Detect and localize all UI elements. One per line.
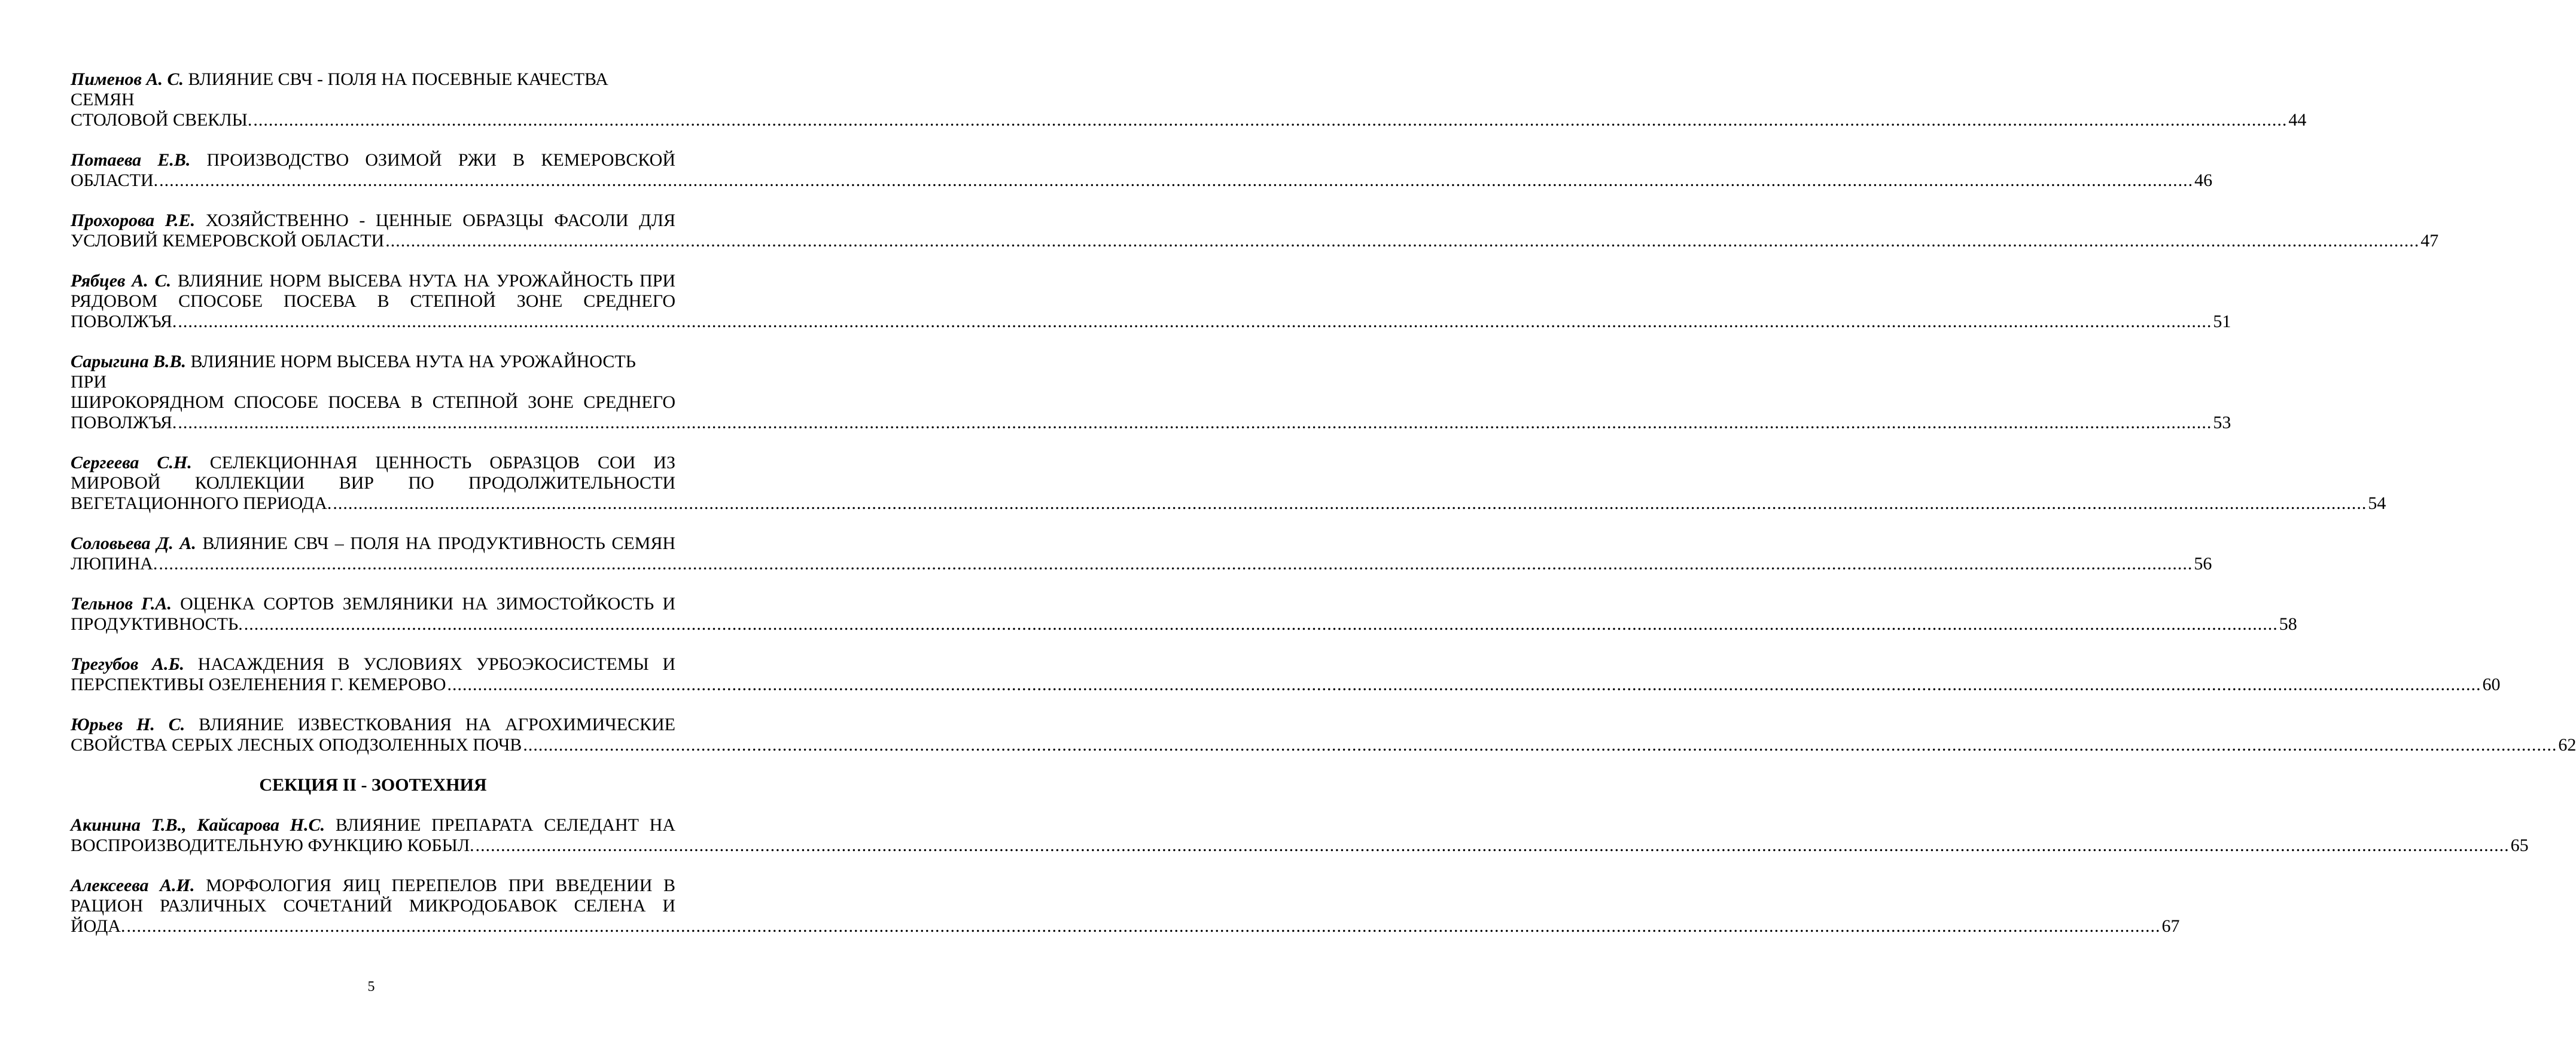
toc-entry-page: 58 <box>2279 614 2297 634</box>
toc-entry-author: Акинина Т.В., Кайсарова Н.С. <box>71 815 325 835</box>
page-number: 5 <box>367 979 375 995</box>
toc-entry-title-text: ОЦЕНКА СОРТОВ ЗЕМЛЯНИКИ НА ЗИМОСТОЙКОСТЬ И <box>180 594 675 614</box>
toc-entry-title-end: ПОВОЛЖЪЯ. <box>71 312 177 331</box>
dot-leader: ................................................................................................................................................................................................................................................................................................................................................................................................................ <box>333 493 2367 513</box>
toc-entry-line <box>71 291 675 312</box>
toc-entry-author: Сарыгина В.В. <box>71 352 186 371</box>
toc-entry-line <box>71 654 675 675</box>
toc-entry-page: 56 <box>2194 554 2212 574</box>
toc-entry-title-text: РАЦИОН РАЗЛИЧНЫХ СОЧЕТАНИЙ МИКРОДОБАВОК СЕЛЕНА И <box>71 896 675 916</box>
toc-entry-title-text: СЕЛЕКЦИОННАЯ ЦЕННОСТЬ ОБРАЗЦОВ СОИ ИЗ <box>209 453 676 472</box>
toc-entry-title-end: ЙОДА. <box>71 916 126 936</box>
toc-entry-title-end: ЛЮПИНА. <box>71 554 158 574</box>
toc-entry-line <box>71 453 675 473</box>
toc-entry[interactable] <box>71 211 2439 251</box>
toc-entry-author: Прохорова Р.Е. <box>71 211 196 230</box>
toc-entry-line <box>71 211 675 231</box>
toc-entry[interactable] <box>71 533 2212 574</box>
toc-entry-title-end: ПРОДУКТИВНОСТЬ. <box>71 614 243 634</box>
toc-entry[interactable] <box>71 715 2576 755</box>
toc-entry-page: 53 <box>2213 413 2231 432</box>
toc-entry-title-end: ПЕРСПЕКТИВЫ ОЗЕЛЕНЕНИЯ Г. КЕМЕРОВО <box>71 675 446 694</box>
toc-entry-last-line <box>71 231 2439 251</box>
toc-entry[interactable] <box>71 150 2213 191</box>
toc-entry-author: Соловьева Д. А. <box>71 533 196 553</box>
table-of-contents <box>71 69 2576 956</box>
toc-entry-title-text: ВЛИЯНИЕ ИЗВЕСТКОВАНИЯ НА АГРОХИМИЧЕСКИЕ <box>199 715 675 734</box>
dot-leader: ................................................................................................................................................................................................................................................................................................................................................................................................................ <box>385 231 2420 251</box>
toc-entry-line <box>71 715 675 735</box>
toc-entry[interactable] <box>71 352 2231 433</box>
toc-entry-title-end: ВОСПРОИЗВОДИТЕЛЬНУЮ ФУНКЦИЮ КОБЫЛ. <box>71 835 474 855</box>
dot-leader: ................................................................................................................................................................................................................................................................................................................................................................................................................ <box>159 554 2193 574</box>
toc-entry[interactable] <box>71 594 2297 635</box>
toc-entry-author: Рябцев А. С. <box>71 271 172 291</box>
toc-entry-title-end: ОБЛАСТИ. <box>71 170 159 190</box>
toc-entry-page: 67 <box>2161 916 2180 936</box>
toc-entry-title-text: НАСАЖДЕНИЯ В УСЛОВИЯХ УРБОЭКОСИСТЕМЫ И <box>197 654 675 674</box>
toc-entry-title-text: ВЛИЯНИЕ НОРМ ВЫСЕВА НУТА НА УРОЖАЙНОСТЬ ПРИ <box>71 352 636 392</box>
toc-entry-last-line <box>71 916 2180 937</box>
toc-entry[interactable] <box>71 69 2307 130</box>
toc-entry-title-text: МИРОВОЙ КОЛЛЕКЦИИ ВИР ПО ПРОДОЛЖИТЕЛЬНОСТИ <box>71 473 675 493</box>
toc-entry-title-end: ПОВОЛЖЪЯ. <box>71 413 177 432</box>
toc-entry-title-end: УСЛОВИЙ КЕМЕРОВСКОЙ ОБЛАСТИ <box>71 231 385 251</box>
toc-entry-last-line <box>71 413 2231 433</box>
dot-leader: ................................................................................................................................................................................................................................................................................................................................................................................................................ <box>159 170 2194 190</box>
toc-entry-title-text: ВЛИЯНИЕ СВЧ – ПОЛЯ НА ПРОДУКТИВНОСТЬ СЕМЯН <box>202 533 676 553</box>
toc-entry-line <box>71 271 675 291</box>
dot-leader: ................................................................................................................................................................................................................................................................................................................................................................................................................ <box>178 312 2212 331</box>
section-heading: СЕКЦИЯ II - ЗООТЕХНИЯ <box>259 775 487 795</box>
toc-entry-author: Тельнов Г.А. <box>71 594 172 614</box>
toc-entry[interactable] <box>71 453 2386 514</box>
toc-entry-page: 54 <box>2368 493 2386 513</box>
toc-entry-line <box>71 150 675 170</box>
toc-entry-author: Потаева Е.В. <box>71 150 191 170</box>
toc-entry-page: 65 <box>2510 835 2529 855</box>
toc-entry-title-end: СТОЛОВОЙ СВЕКЛЫ. <box>71 110 252 130</box>
toc-entry-line <box>71 876 675 896</box>
toc-entry-line <box>71 533 675 554</box>
dot-leader: ................................................................................................................................................................................................................................................................................................................................................................................................................ <box>523 735 2557 755</box>
toc-entry-line <box>71 815 675 835</box>
toc-entry-page: 60 <box>2482 675 2501 694</box>
dot-leader: ................................................................................................................................................................................................................................................................................................................................................................................................................ <box>243 614 2278 634</box>
toc-entry-title-end: ВЕГЕТАЦИОННОГО ПЕРИОДА. <box>71 493 332 513</box>
dot-leader: ................................................................................................................................................................................................................................................................................................................................................................................................................ <box>475 835 2510 855</box>
toc-entry-title-text: ШИРОКОРЯДНОМ СПОСОБЕ ПОСЕВА В СТЕПНОЙ ЗОНЕ СРЕДНЕГО <box>71 392 675 412</box>
toc-entry-last-line <box>71 312 2231 332</box>
toc-entry-title-text: МОРФОЛОГИЯ ЯИЦ ПЕРЕПЕЛОВ ПРИ ВВЕДЕНИИ В <box>206 876 675 895</box>
toc-entry-line <box>71 594 675 614</box>
toc-entry-last-line <box>71 110 2307 130</box>
toc-entry[interactable] <box>71 271 2231 332</box>
toc-entry-author: Сергеева С.Н. <box>71 453 192 472</box>
toc-entry-author: Пименов А. С. <box>71 69 184 89</box>
toc-entry-title-text: РЯДОВОМ СПОСОБЕ ПОСЕВА В СТЕПНОЙ ЗОНЕ СРЕДНЕГО <box>71 291 675 311</box>
dot-leader: ................................................................................................................................................................................................................................................................................................................................................................................................................ <box>447 675 2481 694</box>
toc-entry-author: Трегубов А.Б. <box>71 654 185 674</box>
dot-leader: ................................................................................................................................................................................................................................................................................................................................................................................................................ <box>126 916 2161 936</box>
toc-entry-last-line <box>71 554 2212 574</box>
toc-entry-page: 62 <box>2558 735 2576 755</box>
toc-entry-line <box>71 896 675 916</box>
toc-entry-title-text: ХОЗЯЙСТВЕННО - ЦЕННЫЕ ОБРАЗЦЫ ФАСОЛИ ДЛЯ <box>205 211 675 230</box>
toc-entry-last-line <box>71 170 2213 191</box>
toc-entry-page: 51 <box>2213 312 2231 331</box>
toc-entry-line <box>71 69 675 110</box>
toc-entry-last-line <box>71 735 2576 755</box>
toc-entry-title-text: ПРОИЗВОДСТВО ОЗИМОЙ РЖИ В КЕМЕРОВСКОЙ <box>206 150 675 170</box>
toc-entry-line <box>71 352 675 392</box>
toc-entry-line <box>71 392 675 413</box>
toc-entry-last-line <box>71 614 2297 635</box>
toc-entry-author: Алексеева А.И. <box>71 876 195 895</box>
toc-entry-title-text: ВЛИЯНИЕ НОРМ ВЫСЕВА НУТА НА УРОЖАЙНОСТЬ ПРИ <box>177 271 676 291</box>
toc-entry-last-line <box>71 493 2386 514</box>
toc-entry-author: Юрьев Н. С. <box>71 715 185 734</box>
toc-entry-last-line <box>71 675 2501 695</box>
dot-leader: ................................................................................................................................................................................................................................................................................................................................................................................................................ <box>178 413 2212 432</box>
toc-entry-title-end: СВОЙСТВА СЕРЫХ ЛЕСНЫХ ОПОДЗОЛЕННЫХ ПОЧВ <box>71 735 522 755</box>
toc-entry-title-text: ВЛИЯНИЕ ПРЕПАРАТА СЕЛЕДАНТ НА <box>335 815 676 835</box>
toc-entry-title-text: ВЛИЯНИЕ СВЧ - ПОЛЯ НА ПОСЕВНЫЕ КАЧЕСТВА СЕМЯН <box>71 69 608 109</box>
toc-entry-page: 46 <box>2194 170 2213 190</box>
toc-entry[interactable] <box>71 654 2501 695</box>
toc-entry[interactable] <box>71 815 2529 856</box>
dot-leader: ................................................................................................................................................................................................................................................................................................................................................................................................................ <box>253 110 2288 130</box>
toc-entry-page: 47 <box>2420 231 2439 251</box>
toc-entry-last-line <box>71 835 2529 856</box>
toc-entry-line <box>71 473 675 493</box>
toc-entry[interactable] <box>71 876 2180 937</box>
toc-entry-page: 44 <box>2288 110 2307 130</box>
